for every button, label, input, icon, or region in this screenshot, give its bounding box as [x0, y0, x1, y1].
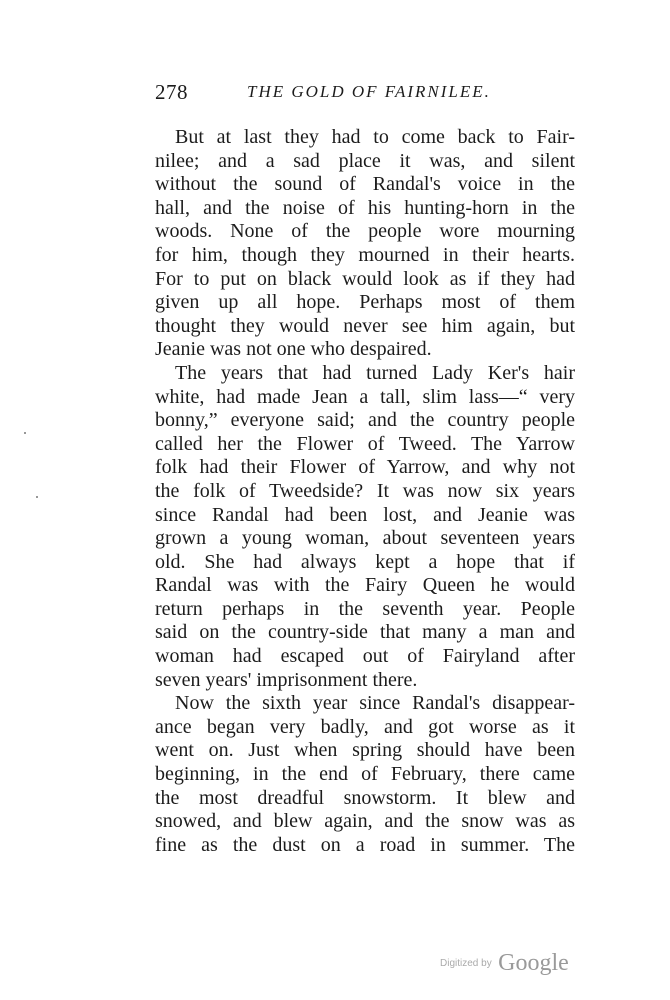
- text-line: said on the country-side that many a man and: [155, 621, 575, 644]
- text-line: snowed, and blew again, and the snow was as: [155, 810, 575, 833]
- text-line: For to put on black would look as if they had: [155, 267, 575, 290]
- text-line: since Randal had been lost, and Jeanie was: [155, 503, 575, 526]
- text-line: white, had made Jean a tall, slim lass—“ very: [155, 385, 575, 408]
- body-text: [155, 126, 575, 857]
- watermark-prefix: Digitized by: [440, 958, 492, 969]
- text-line: called her the Flower of Tweed. The Yarrow: [155, 432, 575, 455]
- google-logo: Google: [498, 950, 569, 976]
- page-header: [155, 80, 575, 104]
- text-line: Jeanie was not one who despaired.: [155, 338, 432, 361]
- text-line: given up all hope. Perhaps most of them: [155, 291, 575, 314]
- page-number: 278: [155, 80, 188, 104]
- text-line: seven years' imprisonment there.: [155, 668, 418, 691]
- text-line: return perhaps in the seventh year. People: [155, 597, 575, 620]
- text-line: old. She had always kept a hope that if: [155, 550, 575, 573]
- text-line: woman had escaped out of Fairyland after: [155, 645, 575, 668]
- text-line: fine as the dust on a road in summer. The: [155, 833, 575, 856]
- text-line: The years that had turned Lady Ker's hair: [175, 361, 575, 384]
- text-line: the most dreadful snowstorm. It blew and: [155, 786, 575, 809]
- text-line: went on. Just when spring should have been: [155, 739, 575, 762]
- digitized-watermark: [440, 950, 569, 977]
- text-line: woods. None of the people wore mourning: [155, 220, 575, 243]
- text-line: without the sound of Randal's voice in the: [155, 173, 575, 196]
- text-line: Now the sixth year since Randal's disappear-: [175, 692, 575, 715]
- text-line: bonny,” everyone said; and the country people: [155, 409, 575, 432]
- scan-speck: [36, 496, 38, 498]
- text-line: for him, though they mourned in their hearts.: [155, 243, 575, 266]
- text-line: Randal was with the Fairy Queen he would: [155, 574, 575, 597]
- text-line: But at last they had to come back to Fair-: [175, 126, 575, 148]
- text-line: beginning, in the end of February, there came: [155, 763, 575, 786]
- text-line: the folk of Tweedside? It was now six years: [155, 479, 575, 502]
- text-line: folk had their Flower of Yarrow, and why not: [155, 456, 575, 479]
- text-line: grown a young woman, about seventeen years: [155, 527, 575, 550]
- text-line: ance began very badly, and got worse as it: [155, 715, 575, 738]
- text-line: nilee; and a sad place it was, and silent: [155, 149, 575, 172]
- scan-speck: [24, 432, 26, 434]
- text-line: hall, and the noise of his hunting-horn in the: [155, 196, 575, 219]
- running-head: THE GOLD OF FAIRNILEE.: [247, 82, 491, 101]
- text-line: thought they would never see him again, but: [155, 314, 575, 337]
